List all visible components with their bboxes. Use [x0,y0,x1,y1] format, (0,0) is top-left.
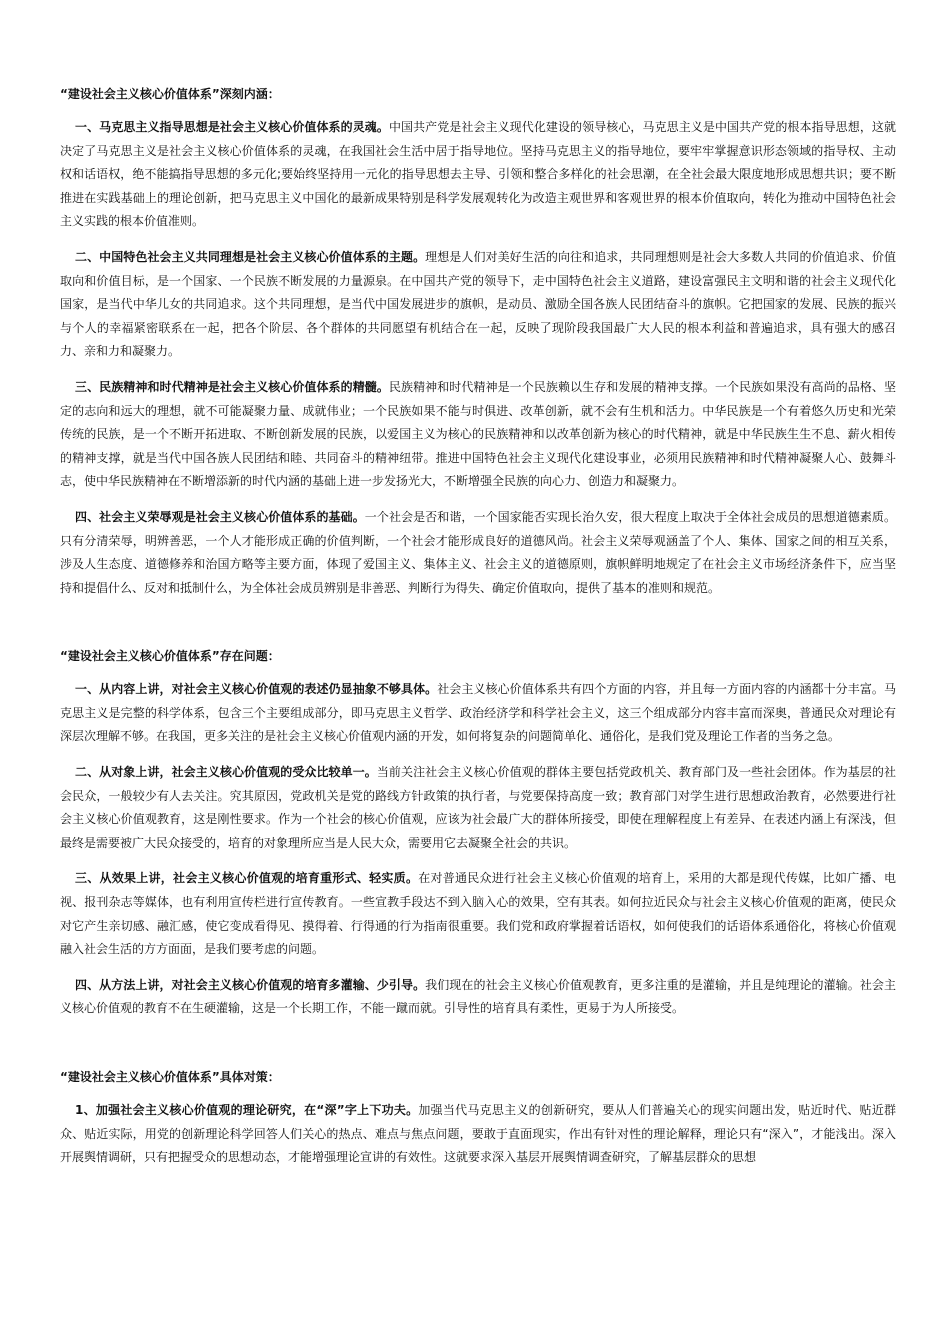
paragraph-text: 民族精神和时代精神是一个民族赖以生存和发展的精神支撑。一个民族如果没有高尚的品格、坚定的志向和远大的理想，就不可能凝聚力量、成就伟业；一个民族如果不能与时俱进、改革创新，就不会有生机和活力。中华民族是一个有着悠久历史和光荣传统的民族，是一个不断开拓进取、不断创新发展的民族，以爱国主义为核心的民族精神和以改革创新为核心的时代精神，就是中华民族生生不息、薪火相传的精神支撑，就是当代中国各族人民团结和睦、共同奋斗的精神纽带。推进中国特色社会主义现代化建设事业，必须用民族精神和时代精神凝聚人心、鼓舞斗志，使中华民族精神在不断增添新的时代内涵的基础上进一步发扬光大，不断增强全民族的向心力、创造力和凝聚力。 [60,379,896,489]
document-page [60,84,896,1182]
paragraph-lead: 二、中国特色社会主义共同理想是社会主义核心价值体系的主题。 [75,249,426,264]
paragraph [60,1099,896,1170]
paragraph-text: 当前关注社会主义核心价值观的群体主要包括党政机关、教育部门及一些社会团体。作为基层的社会民众，一般较少有人去关注。究其原因，党政机关是党的路线方针政策的执行者，与党要保持高度一致；教育部门对学生进行思想政治教育，必然要进行社会主义核心价值观教育，这是刚性要求。作为一个社会的核心价值观，应该为社会最广大的群体所接受，即使在理解程度上有差异、在表述内涵上有深浅，但最终是需要被广大民众接受的，培育的对象理所应当是人民大众，需要用它去凝聚全社会的共识。 [60,765,896,850]
section-countermeasures [60,1067,896,1170]
paragraph-text: 一个社会是否和谐，一个国家能否实现长治久安，很大程度上取决于全体社会成员的思想道德素质。只有分清荣辱，明辨善恶，一个人才能形成正确的价值判断，一个社会才能形成良好的道德风尚。社会主义荣辱观涵盖了个人、集体、国家之间的相互关系，涉及人生态度、道德修养和治国方略等主要方面，体现了爱国主义、集体主义、社会主义的道德原则，旗帜鲜明地规定了在社会主义市场经济条件下，应当坚持和提倡什么、反对和抵制什么，为全体社会成员辨别是非善恶、判断行为得失、确定价值取向，提供了基本的准则和规范。 [60,509,896,595]
paragraph-text: 社会主义核心价值体系共有四个方面的内容，并且每一方面内容的内涵都十分丰富。马克思主义是完整的科学体系，包含三个主要组成部分，即马克思主义哲学、政治经济学和科学社会主义，这三个组成部分内容丰富而深奥，普通民众对理论有深层次理解不够。在我国，更多关注的是社会主义核心价值观内涵的开发，如何将复杂的问题简单化、通俗化，是我们党及理论工作者的当务之急。 [60,682,896,744]
paragraph-lead: 二、从对象上讲，社会主义核心价值观的受众比较单一。 [75,765,377,780]
paragraph-lead: 1、加强社会主义核心价值观的理论研究，在“深”字上下功夫。 [75,1103,419,1117]
paragraph-text: 中国共产党是社会主义现代化建设的领导核心，马克思主义是中国共产党的根本指导思想，这就决定了马克思主义是社会主义核心价值体系的灵魂，在我国社会生活中居于指导地位。坚持马克思主义的指导地位，要牢牢掌握意识形态领域的指导权、主动权和话语权，绝不能搞指导思想的多元化;要始终坚持用一元化的指导思想去主导、引领和整合多样化的社会思潮，在全社会最大限度地形成思想共识；要不断推进在实践基础上的理论创新，把马克思主义中国化的最新成果特别是科学发展观转化为改造主观世界和客观世界的根本价值取向，转化为推动中国特色社会主义实践的根本价值准则。 [60,120,896,229]
section-title: “建设社会主义核心价值体系”存在问题： [60,649,280,664]
section-title: “建设社会主义核心价值体系”深刻内涵： [60,87,280,101]
section-connotation [60,84,896,600]
paragraph-text: 在对普通民众进行社会主义核心价值观的培育上，采用的大都是现代传媒，比如广播、电视、报刊杂志等媒体，也有利用宣传栏进行宣传教育。一些宣教手段达不到入脑入心的效果，空有其表。如何拉近民众与社会主义核心价值观的距离，使民众对它产生亲切感、融汇感，使它变成看得见、摸得着、行得通的行为指南很重要。我们党和政府掌握着话语权，如何使我们的话语体系通俗化，将核心价值观融入社会生活的方方面面，是我们要考虑的问题。 [60,871,896,957]
paragraph [60,867,896,961]
paragraph [60,974,896,1021]
paragraph-text: 加强当代马克思主义的创新研究，要从人们普遍关心的现实问题出发，贴近时代、贴近群众、贴近实际，用党的创新理论科学回答人们关心的热点、难点与焦点问题，要敢于直面现实，作出有针对性的理论解释，理论只有“深入”，才能浅出。深入开展舆情调研，只有把握受众的思想动态，才能增强理论宣讲的有效性。这就要求深入基层开展舆情调查研究，了解基层群众的思想 [60,1103,896,1165]
paragraph [60,761,896,855]
paragraph-lead: 一、从内容上讲，对社会主义核心价值观的表述仍显抽象不够具体。 [75,682,438,697]
paragraph-lead: 四、社会主义荣辱观是社会主义核心价值体系的基础。 [75,509,365,524]
paragraph [60,678,896,749]
paragraph-lead: 四、从方法上讲，对社会主义核心价值观的培育多灌输、少引导。 [75,977,426,992]
paragraph-lead: 三、从效果上讲，社会主义核心价值观的培育重形式、轻实质。 [75,871,419,886]
section-problems [60,646,896,1021]
paragraph-text: 我们现在的社会主义核心价值观教育，更多注重的是灌输，并且是纯理论的灌输。社会主义核心价值观的教育不在生硬灌输，这是一个长期工作，不能一蹴而就。引导性的培育具有柔性，更易于为人所接受。 [60,977,896,1016]
section-title: “建设社会主义核心价值体系”具体对策： [60,1070,280,1084]
paragraph [60,376,896,494]
paragraph-text: 理想是人们对美好生活的向往和追求，共同理想则是社会大多数人共同的价值追求、价值取向和价值目标，是一个国家、一个民族不断发展的力量源泉。在中国共产党的领导下，走中国特色社会主义道路，建设富强民主文明和谐的社会主义现代化国家，是当代中华儿女的共同追求。这个共同理想，是当代中国发展进步的旗帜，是动员、激励全国各族人民团结奋斗的旗帜。它把国家的发展、民族的振兴与个人的幸福紧密联系在一起，把各个阶层、各个群体的共同愿望有机结合在一起，反映了现阶段我国最广大人民的根本利益和普遍追求，具有强大的感召力、亲和力和凝聚力。 [60,249,896,359]
paragraph [60,246,896,364]
paragraph-lead: 三、民族精神和时代精神是社会主义核心价值体系的精髓。 [75,379,389,394]
paragraph-lead: 一、马克思主义指导思想是社会主义核心价值体系的灵魂。 [75,120,389,134]
paragraph [60,506,896,600]
paragraph [60,116,896,234]
